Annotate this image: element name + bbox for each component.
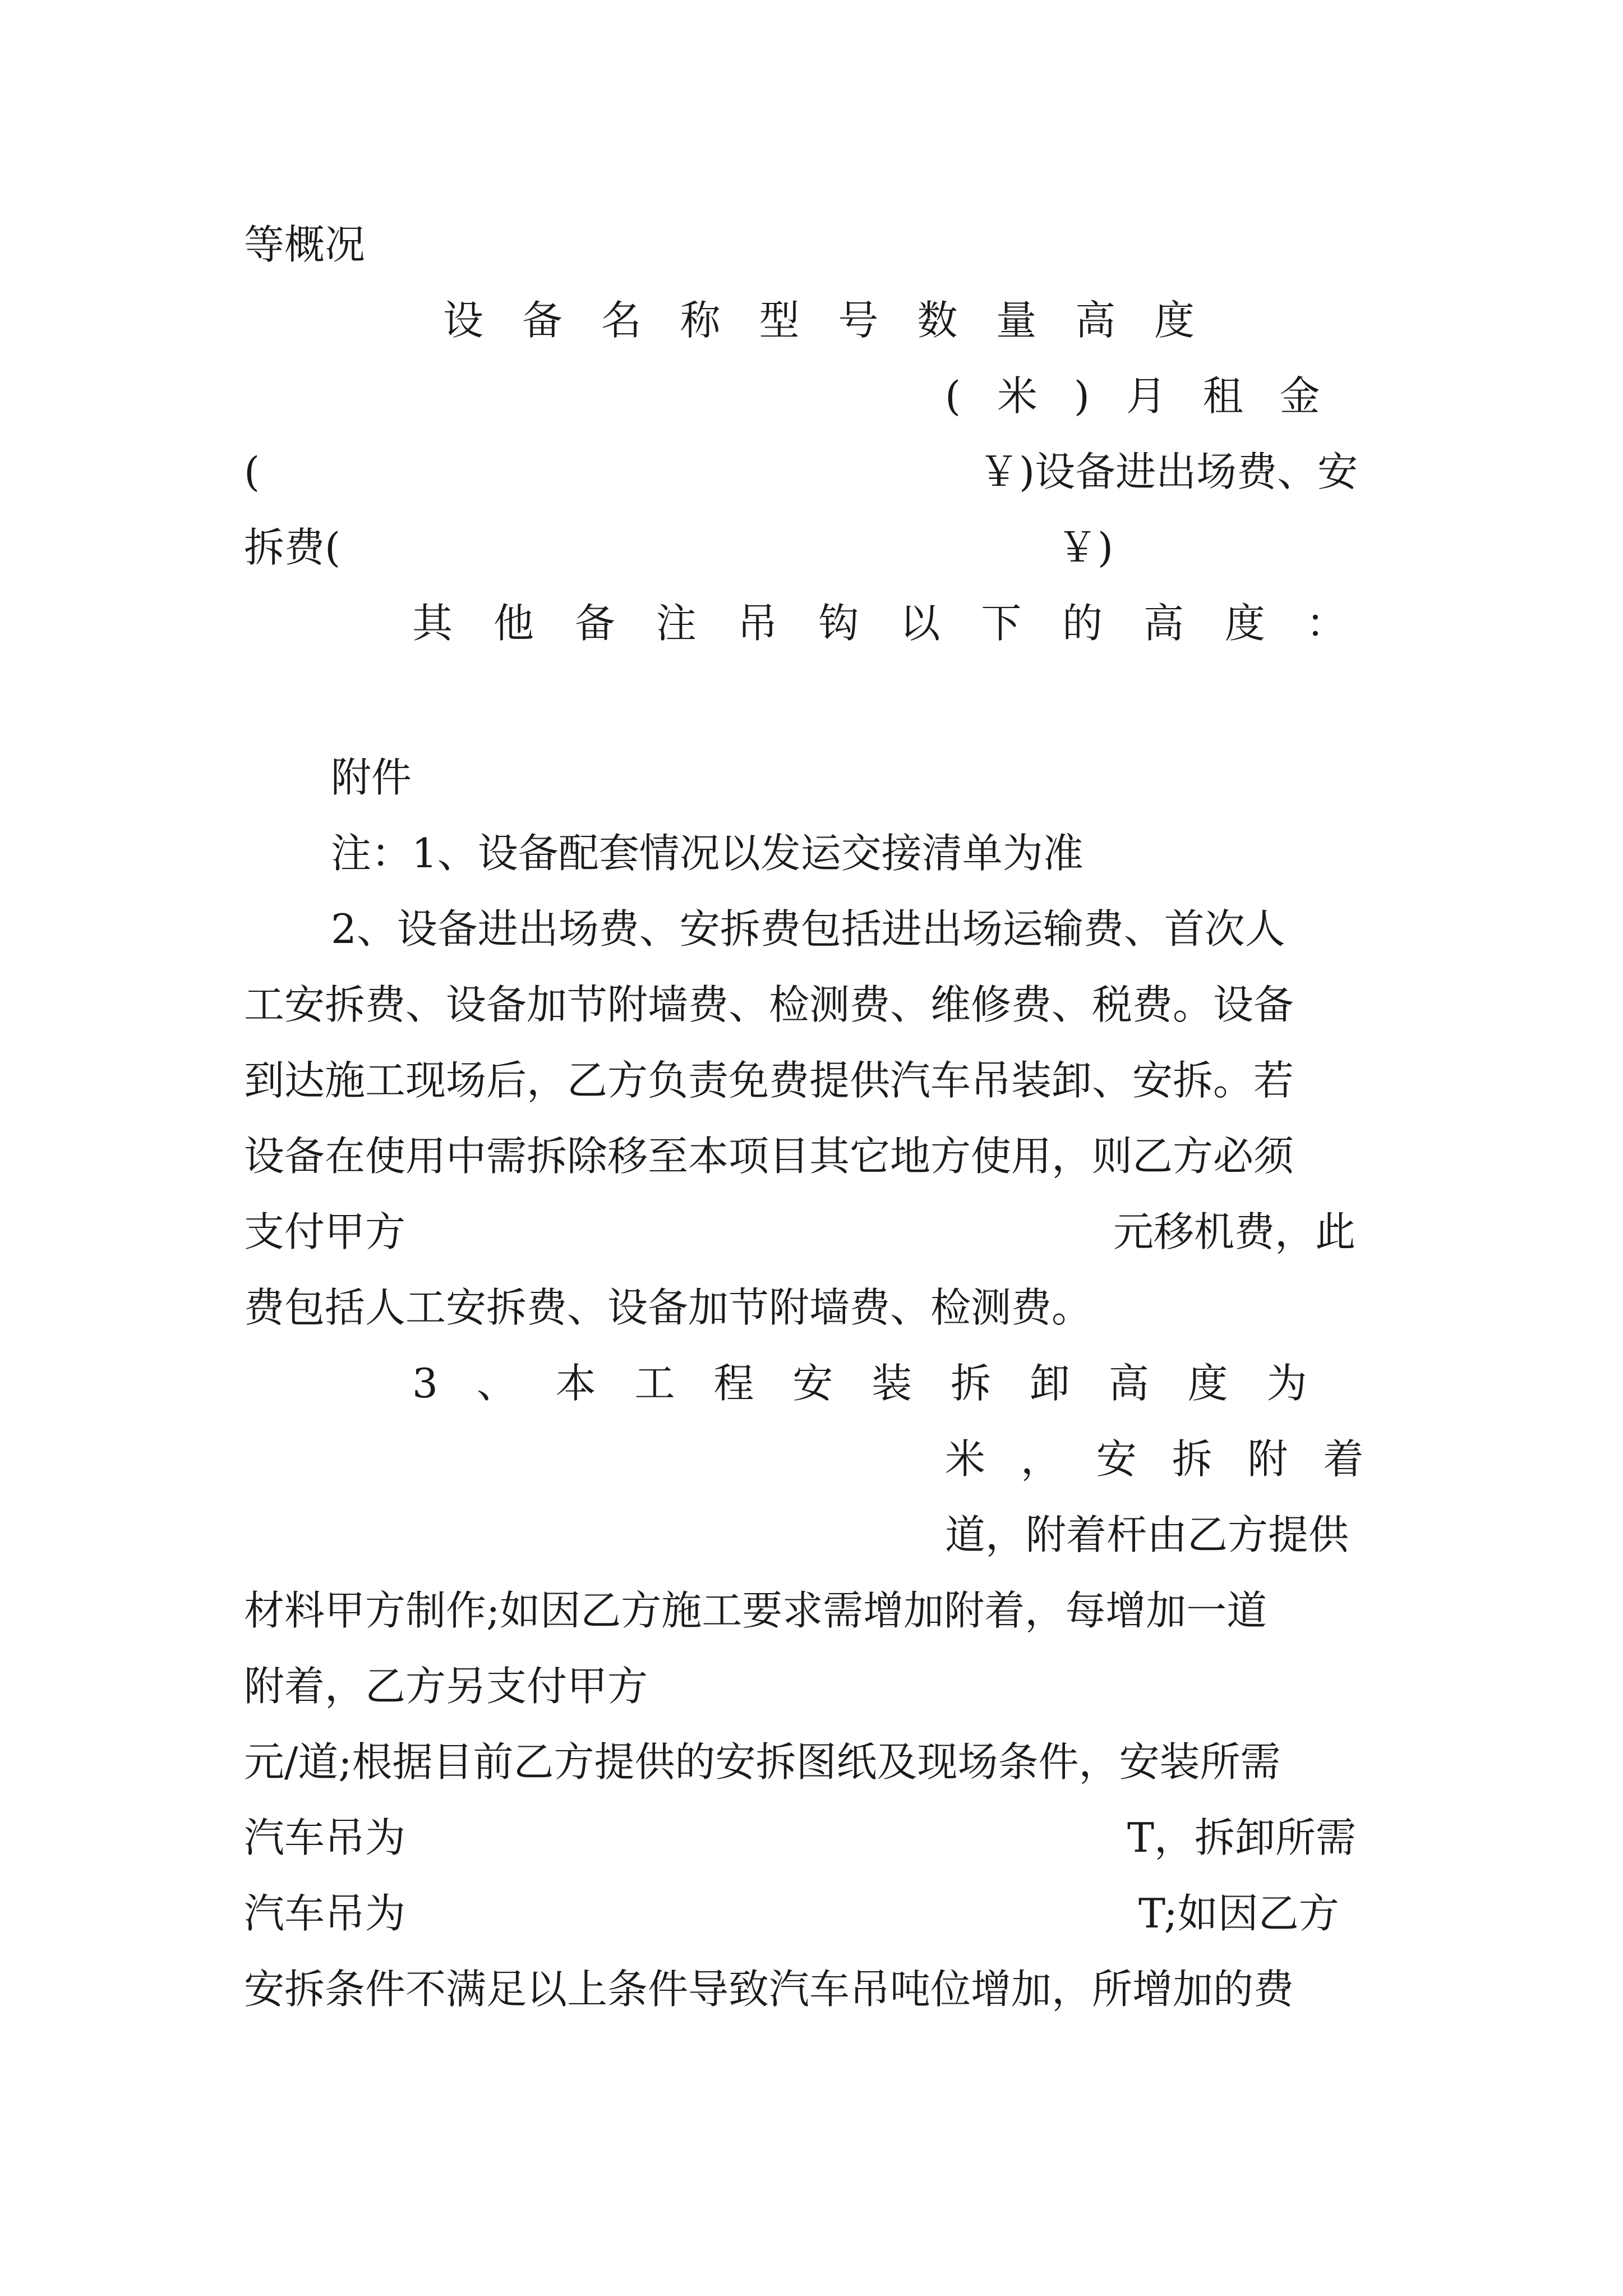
text-line: 设 备 名 称 型 号 数 量 高 度: [443, 297, 1195, 344]
text-line: 等概况: [244, 221, 366, 268]
text-line: ￥): [1057, 524, 1114, 571]
text-line: 汽车吊为: [244, 1814, 406, 1861]
text-line: 到达施工现场后，乙方负责免费提供汽车吊装卸、安拆。若: [244, 1057, 1294, 1104]
text-line: ￥)设备进出场费、安: [979, 448, 1358, 495]
text-line: 汽车吊为: [244, 1890, 406, 1937]
text-line: 费包括人工安拆费、设备加节附墙费、检测费。: [244, 1284, 1092, 1331]
text-line: 其 他 备 注 吊 钩 以 下 的 高 度 ：: [412, 600, 1347, 647]
text-line: T，拆卸所需: [1127, 1814, 1357, 1861]
text-line: 工安拆费、设备加节附墙费、检测费、维修费、税费。设备: [244, 981, 1294, 1028]
text-line: 道，附着杆由乙方提供: [945, 1511, 1349, 1558]
text-line: 设备在使用中需拆除移至本项目其它地方使用，则乙方必须: [244, 1133, 1294, 1180]
text-line: T;如因乙方: [1138, 1890, 1339, 1937]
text-line: 附着，乙方另支付甲方: [244, 1663, 648, 1710]
text-line: 材料甲方制作;如因乙方施工要求需增加附着，每增加一道: [244, 1587, 1267, 1634]
text-line: 附件: [331, 754, 412, 801]
text-line: 元移机费，此: [1113, 1208, 1356, 1255]
text-line: 注：1、设备配套情况以发运交接清单为准: [331, 830, 1083, 877]
text-line: 安拆条件不满足以上条件导致汽车吊吨位增加，所增加的费: [244, 1966, 1294, 2013]
text-line: 支付甲方: [244, 1208, 406, 1255]
text-line: ( 米 ) 月 租 金: [945, 372, 1320, 420]
text-line: 3 、 本 工 程 安 装 拆 卸 高 度 为: [412, 1360, 1307, 1407]
text-line: 元/道;根据目前乙方提供的安拆图纸及现场条件，安装所需: [244, 1738, 1281, 1786]
text-line: 米 ， 安 拆 附 着: [945, 1435, 1364, 1483]
text-line: (: [244, 448, 260, 495]
text-line: 拆费(: [244, 524, 341, 571]
text-line: 2、设备进出场费、安拆费包括进出场运输费、首次人: [331, 905, 1285, 953]
